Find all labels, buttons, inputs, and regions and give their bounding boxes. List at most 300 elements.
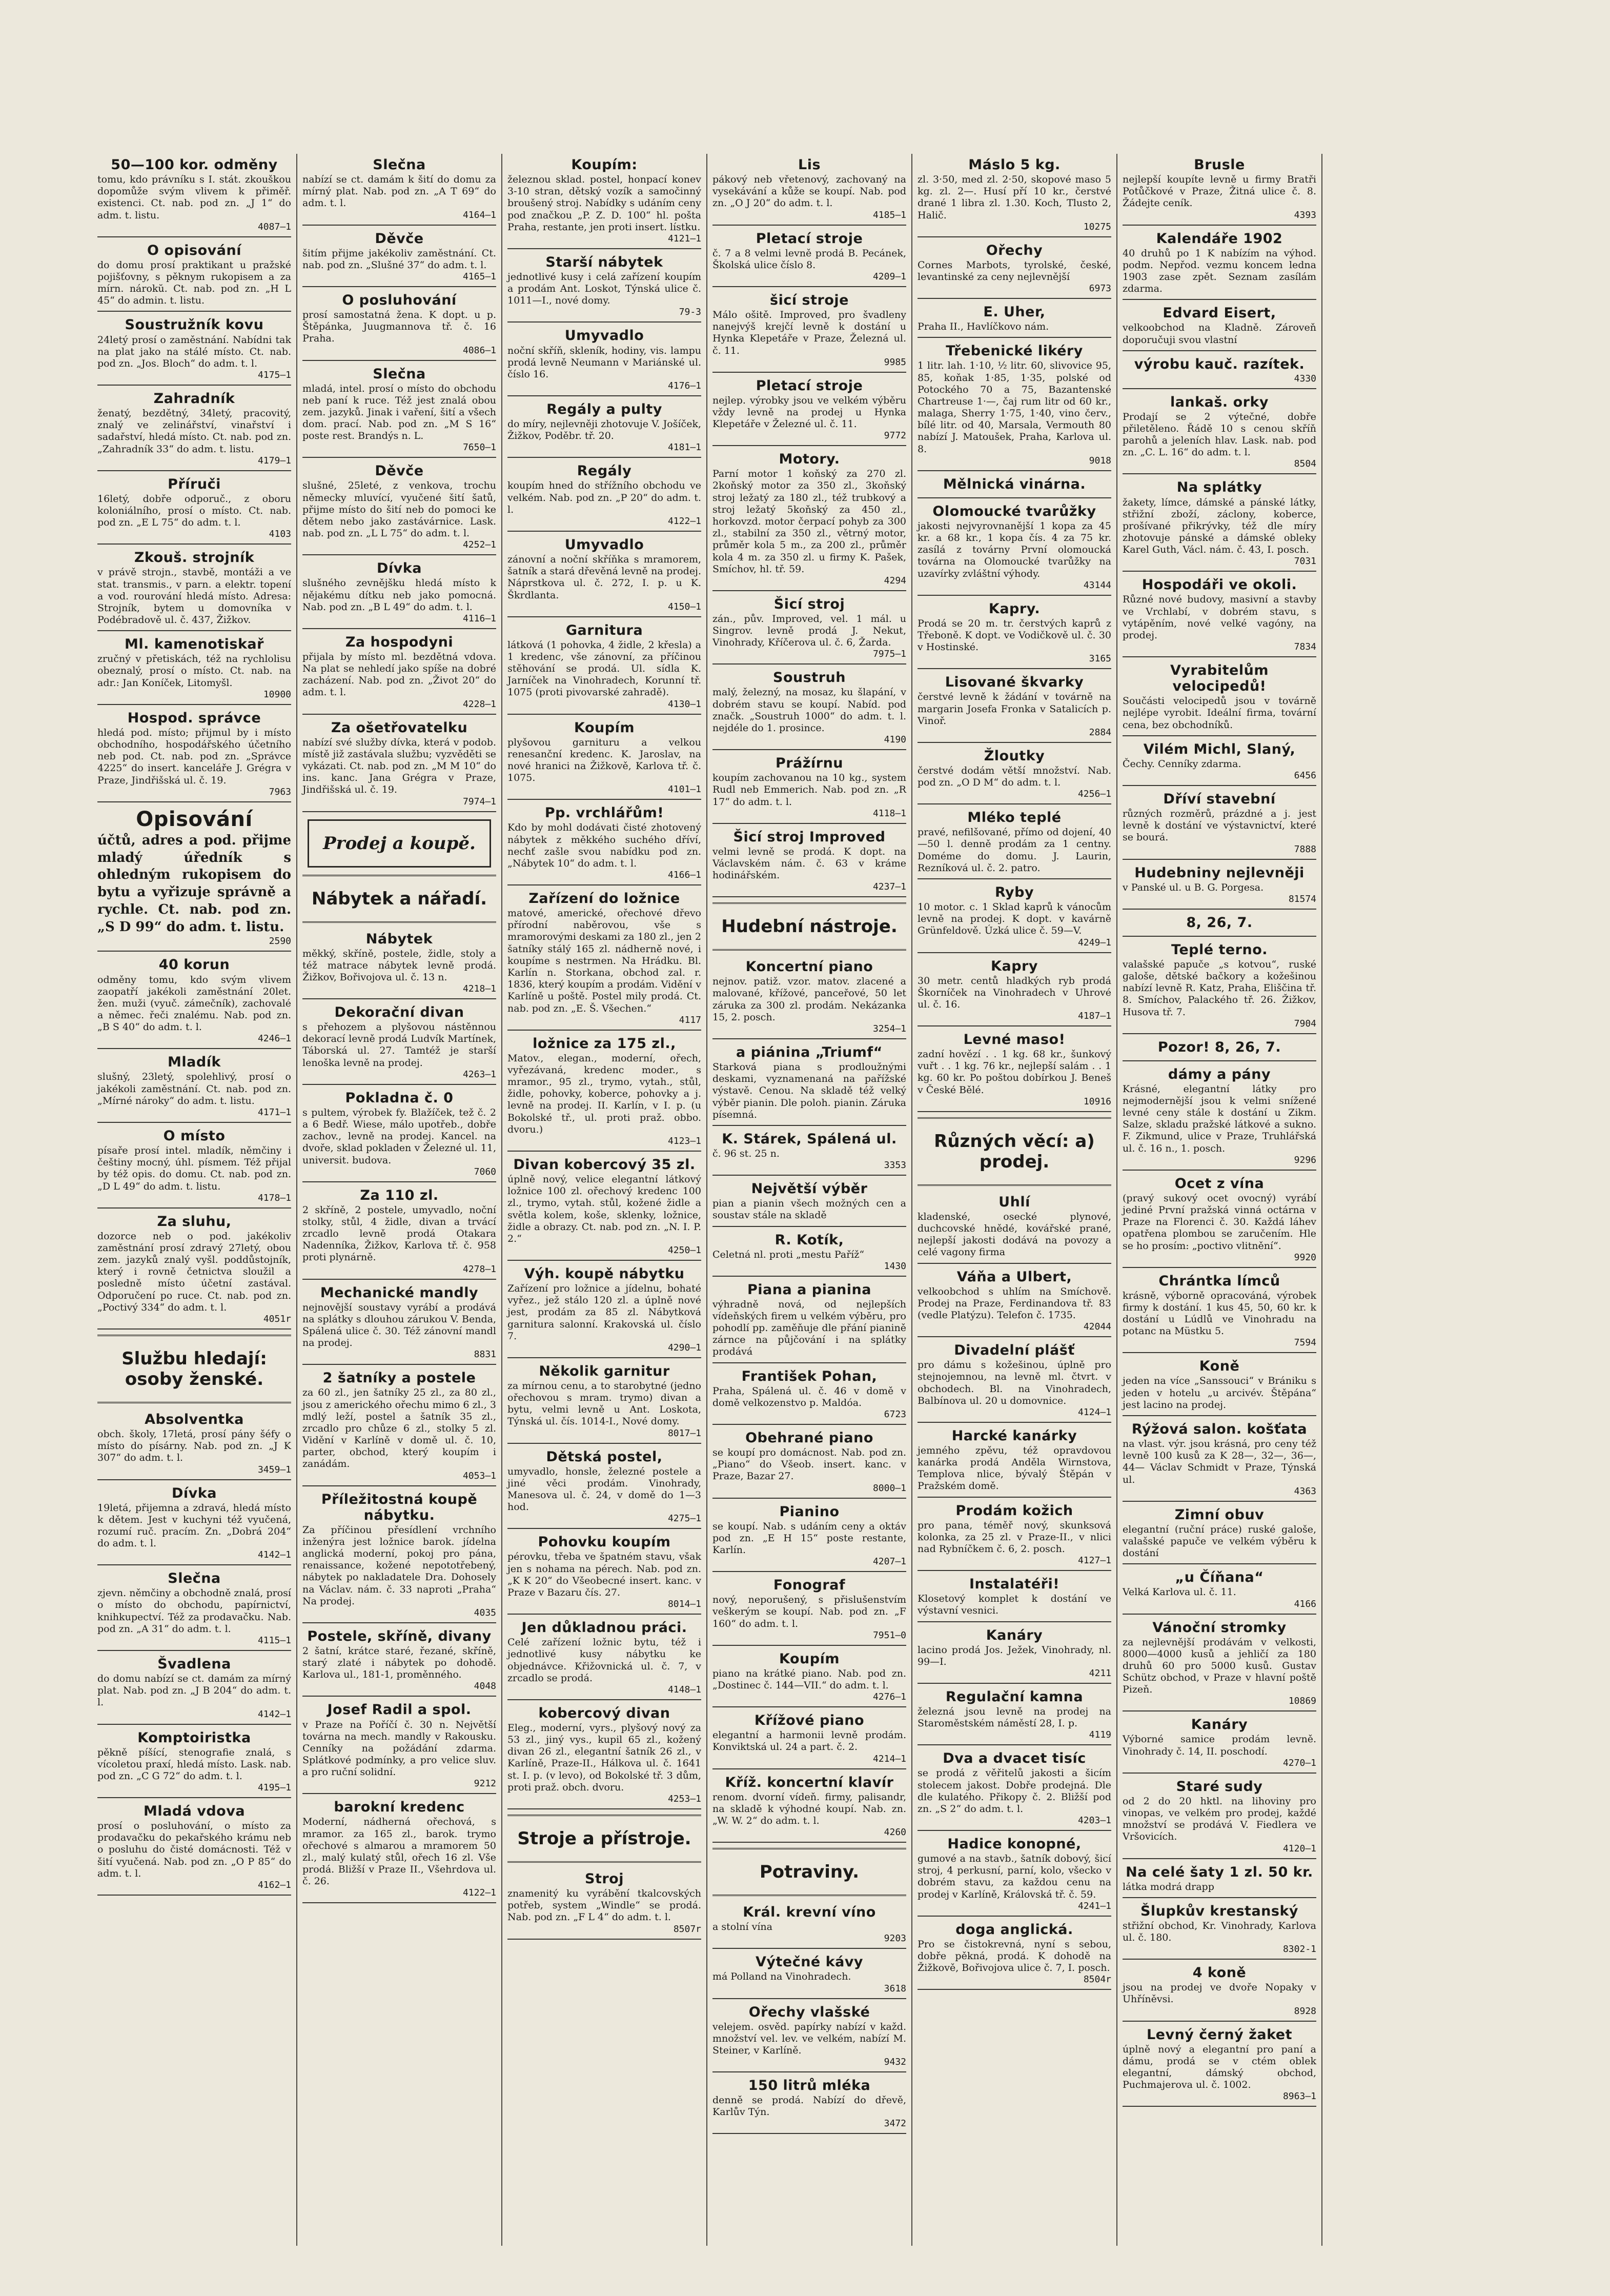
ad-headline: Dětská postel, bbox=[546, 1448, 663, 1465]
ad-body: pěkně píšící, stenografie znalá, s vícoletou praxí, hledá místo. Lask. nab. pod zn. „C G 72“ do adm. t. l. bbox=[97, 1746, 291, 1782]
classified-ad bbox=[712, 1041, 906, 1126]
ad-body: pro dámu s kožešinou, úplně pro stejnojemnou, na levně ml. čtvrt. v obchodech. Bl. na Vinohradech, Balbínova ul. 20 u domovnice. bbox=[918, 1359, 1111, 1406]
ad-code: 4103 bbox=[269, 529, 291, 540]
classified-ad bbox=[507, 717, 701, 800]
ad-body: 16letý, dobře odporuč., z oboru koloniálního, prosí o místo. Ct. nab. pod zn. „E L 75“ do adm. t. l. bbox=[97, 493, 291, 529]
ad-body: piano na krátké piano. Nab. pod zn. „Dostinec č. 144—VII.“ do adm. t. l. bbox=[712, 1667, 906, 1691]
ad-code: 4249—1 bbox=[1077, 937, 1111, 948]
ad-code: 7904 bbox=[1294, 1018, 1316, 1029]
ad-body: prosí o posluhování, o místo za prodavačku do pekařského krámu neb o posluhu do čisté domácnosti. Též v šití vyučená. Nab. pod zn. „O P 85“ do adm. t. l. bbox=[97, 1820, 291, 1879]
ad-body: Zařízení pro ložnice a jídelnu, bohaté vyřez., jež stálo 120 zl. a úplně nové jest, prodám za 85 zl. Nábytková garnitura salonní. Krakovská ul. číslo 7. bbox=[507, 1283, 701, 1342]
ad-headline: výrobu kauč. razítek. bbox=[1134, 356, 1305, 372]
ad-headline: Dekorační divan bbox=[334, 1004, 464, 1021]
ad-body: se koupí. Nab. s udáním ceny a oktáv pod zn. „E H 15“ poste restante, Karlín. bbox=[712, 1520, 906, 1556]
classified-ad bbox=[507, 1263, 701, 1358]
classified-ad bbox=[1123, 738, 1316, 786]
ad-headline: Příležitostná koupě nábytku. bbox=[321, 1491, 478, 1523]
ad-headline: Harcké kanárky bbox=[951, 1427, 1077, 1444]
ad-code: 3254—1 bbox=[872, 1023, 906, 1034]
ad-headline: Komptoiristka bbox=[137, 1729, 251, 1746]
ad-code: 3353 bbox=[884, 1160, 906, 1171]
ad-code: 4176—1 bbox=[667, 380, 701, 392]
ad-body: Celé zařízení ložnic bytu, též i jednotlivé kusy nábytku ke objednávce. Křižovnická ul. č. 7, v zrcadlo se prodá. bbox=[507, 1637, 701, 1684]
ad-code: 81574 bbox=[1288, 893, 1316, 904]
classified-ad bbox=[97, 239, 291, 312]
ad-code: 4275—1 bbox=[667, 1513, 701, 1524]
ad-body: slušné, 25leté, z venkova, trochu německy mluvící, vyučené šití šatů, přijme místo do šití neb do pomoci ke dětem nebo jako zastávárnice. Lask. nab. pod zn. „L L 75“ do adm. t. l. bbox=[302, 480, 496, 539]
ad-code: 4185—1 bbox=[872, 209, 906, 220]
ad-headline: Hospodáři ve okoli. bbox=[1142, 577, 1297, 593]
ad-code: 4118—1 bbox=[872, 808, 906, 819]
ad-code: 4142—1 bbox=[257, 1708, 291, 1720]
ad-code: 43144 bbox=[1083, 579, 1111, 591]
ad-code: 4290—1 bbox=[667, 1342, 701, 1353]
ad-headline: Lis bbox=[798, 157, 821, 173]
ad-body: pian a pianin všech možných cen a soustav stále na skladě bbox=[712, 1198, 906, 1221]
ad-body: mladá, intel. prosí o místo do obchodu neb paní k ruce. Též jest znalá obou zem. jazyků. Jinak i vaření, šití a všech dom. prací. Nab. pod zn. „M S 16“ poste rest. Brandýs n. L. bbox=[302, 382, 496, 442]
ad-body: pérovku, třeba ve špatném stavu, však jen s nohama na pérech. Nab. pod zn. „K K 20“ do Všeobecné insert. kanc. v Praze v Bazaru čís. 27. bbox=[507, 1551, 701, 1598]
ad-code: 4276—1 bbox=[872, 1691, 906, 1703]
ad-headline: Mladík bbox=[168, 1054, 221, 1071]
ad-code: 10916 bbox=[1083, 1096, 1111, 1107]
classified-ad bbox=[507, 1154, 701, 1261]
classified-ad bbox=[712, 1951, 906, 1999]
ad-headline: Dva a dvacet tisíc bbox=[943, 1750, 1086, 1767]
ad-headline: 40 korun bbox=[158, 957, 230, 973]
ad-body: č. 7 a 8 velmi levně prodá B. Pecánek, Školská ulice číslo 8. bbox=[712, 247, 906, 271]
ad-code: 8504 bbox=[1294, 458, 1316, 470]
ad-headline: Váňa a Ulbert, bbox=[956, 1268, 1072, 1285]
classified-ad bbox=[97, 1211, 291, 1330]
ad-code: 4181—1 bbox=[667, 442, 701, 453]
classified-ad bbox=[712, 154, 906, 226]
classified-ad bbox=[712, 1365, 906, 1425]
ad-body: jemného zpěvu, též opravdovou kanárka prodá Anděla Wirnstova, Templova nlice, bývalý Štěpán v Pražském domě. bbox=[918, 1444, 1111, 1492]
ad-code: 9432 bbox=[884, 2057, 906, 2068]
ad-code: 4263—1 bbox=[462, 1069, 496, 1080]
ad-body: zán., pův. Improved, vel. 1 mál. u Singrov. levně prodá J. Nekut, Vinohrady, Kříčerova ul. č. 6, Žarda. bbox=[712, 613, 906, 649]
ad-body: 2 skříně, 2 postele, umyvadlo, noční stolky, stůl, 4 židle, divan a trvácí zrcadlo levně prodá Otakara Nadenníka, Žižkov, Karlova tř. č. 958 proti plynárně. bbox=[302, 1204, 496, 1263]
ad-code: 4162—1 bbox=[257, 1880, 291, 1890]
classified-ad bbox=[302, 460, 496, 555]
ad-code: 4048 bbox=[474, 1681, 496, 1692]
ad-headline: doga anglická. bbox=[955, 1921, 1073, 1938]
ad-headline: Dívka bbox=[172, 1485, 217, 1501]
ad-headline: O opisování bbox=[147, 242, 241, 258]
ad-body: Čechy. Cenníky zdarma. bbox=[1123, 758, 1241, 770]
ad-headline: Nábytek bbox=[365, 931, 433, 947]
classified-ad bbox=[1123, 1776, 1316, 1859]
classified-ad bbox=[1123, 1617, 1316, 1712]
ad-code: 4117 bbox=[679, 1014, 701, 1025]
ad-headline: Kapry. bbox=[988, 600, 1041, 617]
classified-ad bbox=[712, 1279, 906, 1363]
ad-body: do domu prosí praktikant u pražské pojišťovny, s pěknym rukopisem a za mírn. nárokŭ. Ct. nab. pod zn. „H L 45“ do admin. t. listu. bbox=[97, 259, 291, 307]
classified-ad bbox=[97, 547, 291, 631]
ad-body: znamenitý ku vyrábění tkalcovských potřeb, system „Windle“ se prodá. Nab. pod zn. „F L 4“ do adm. t. l. bbox=[507, 1887, 701, 1923]
ad-body: šitím přijme jakékoliv zaměstnání. Ct. nab. pod zn. „Slušné 37“ do adm. t. l. bbox=[302, 247, 496, 271]
ad-code: 3165 bbox=[1089, 653, 1111, 664]
classified-ad bbox=[97, 473, 291, 545]
ad-headline: Divadelní plášť bbox=[954, 1342, 1075, 1359]
ad-headline: Levné maso! bbox=[963, 1032, 1066, 1048]
classified-ad bbox=[97, 804, 291, 952]
classified-ad bbox=[302, 154, 496, 226]
ad-code: 4035 bbox=[474, 1607, 496, 1618]
ad-body: Klosetový komplet k dostání ve výstavní vesnici. bbox=[918, 1593, 1111, 1617]
classified-ad bbox=[1123, 2024, 1316, 2107]
ad-headline: Největší výběr bbox=[751, 1181, 868, 1197]
classified-ad bbox=[302, 928, 496, 1000]
classified-ad bbox=[1123, 1861, 1316, 1898]
ad-headline: Pletací stroje bbox=[756, 230, 863, 247]
ad-headline: Motory. bbox=[779, 451, 840, 468]
ad-headline: Mladá vdova bbox=[143, 1803, 246, 1820]
ad-body: elegantní a harmonii levně prodám. Konviktská ul. 24 a part. č. 2. bbox=[712, 1729, 906, 1753]
ad-code: 4246—1 bbox=[257, 1033, 291, 1044]
ad-code: 10900 bbox=[263, 689, 291, 700]
ad-headline: Vilém Michl, Slaný, bbox=[1143, 741, 1296, 757]
ad-code: 4179—1 bbox=[257, 455, 291, 466]
ad-code: 2884 bbox=[1089, 727, 1111, 738]
ad-body: gumové a na stavb., šatník dobový, šicí stroj, 4 perkusní, parní, kolo, všecko v dobrém stavu, za každou cenu na prodej v Karlíně, Královská tř. č. 59. bbox=[918, 1853, 1111, 1900]
ad-code: 4086—1 bbox=[462, 345, 496, 356]
ad-code: 4124—1 bbox=[1077, 1406, 1111, 1418]
ad-code: 4166—1 bbox=[667, 870, 701, 881]
ad-body: matové, americké, ořechové dřevo přírodní naběrovou, vše s mramorovými deskami za 180 zl., jen 2 šatníky stálý 165 zl. nádherně nové, i koupíme s nestrmen. Na Hrádku. Bl. Karlín n. Storkana, obchod zal. r. 1836, který koupím a prodám. Vidění v Karlíně u poště. Postel mily prodá. Ct. nab. pod zn. „E. Š. Všechen.“ bbox=[507, 908, 701, 1014]
ad-body: nejlep. výrobky jsou ve velkém výběru vždy levně na prodej u Hynka Klepetáře v Železné ul. č. 11. bbox=[712, 394, 906, 430]
ad-headline: šicí stroje bbox=[770, 292, 849, 308]
classified-ad bbox=[507, 888, 701, 1031]
classified-ad bbox=[97, 1408, 291, 1480]
ad-headline: Brusle bbox=[1194, 157, 1245, 173]
ad-body: velmi levně se prodá. K dopt. na Václavském nám. č. 63 v kráme hodinářském. bbox=[712, 845, 906, 881]
ad-headline: Garnitura bbox=[565, 622, 643, 638]
ad-body: v Praze na Poříčí č. 30 n. Největší továrna na mech. mandly v Rakousku. Cenníky na požádání zdarma. Splátkové podmínky, a pro velice sluv. a pro ruční solidní. bbox=[302, 1719, 496, 1778]
ad-headline: Pletací stroje bbox=[756, 377, 863, 394]
classified-ad bbox=[712, 593, 906, 665]
ad-code: 4294 bbox=[884, 575, 906, 586]
classified-ad bbox=[918, 1573, 1111, 1622]
ad-body: jeden na více „Sanssouci“ v Brániku s jeden v hotelu „u arcivév. Štěpána“ jest lacino na prodej. bbox=[1123, 1375, 1316, 1411]
classified-ad bbox=[97, 633, 291, 705]
classified-ad bbox=[507, 1702, 701, 1809]
ad-headline: Zařízení do ložnice bbox=[528, 891, 680, 907]
ad-body: dozorce neb o pod. jakékoliv zaměstnání prosí zdravý 27letý, obou zem. jazyků znalý vyšl. poddůstojník, který i rovně četnictva sloužil a posledně místo účetní zastával. Odporučení po ruce. Ct. nab. pod zn. „Poctivý 334“ do adm. t. l. bbox=[97, 1230, 291, 1313]
column-1 bbox=[92, 154, 297, 2246]
ad-code: 4115—1 bbox=[257, 1635, 291, 1646]
ad-headline: Koupím bbox=[779, 1650, 840, 1667]
ad-headline: Švadlena bbox=[157, 1656, 231, 1672]
ad-headline: Staré sudy bbox=[1176, 1778, 1263, 1795]
ad-body: 19letá, přijemna a zdravá, hledá místo k dětem. Jest v kuchyni též vyučená, rozumí ruč. pracím. Zn. „Dobrá 204“ do adm. t. l. bbox=[97, 1502, 291, 1549]
ad-headline: Vyrabitelům velocipedů! bbox=[1170, 662, 1269, 695]
ad-body: měkký, skříně, postele, židle, stoly a též matrace nábytek levně prodá. Žižkov, Bořivojova ul. č. 13 n. bbox=[302, 948, 496, 983]
ad-headline: Pokladna č. 0 bbox=[345, 1090, 454, 1106]
ad-body: Výborné samice prodám levně. Vinohrady č. 14, II. poschodí. bbox=[1123, 1734, 1316, 1757]
ad-headline: Edvard Eisert, bbox=[1163, 305, 1276, 321]
ad-headline: Mléko teplé bbox=[967, 810, 1062, 826]
ad-headline: Josef Radil a spol. bbox=[327, 1702, 472, 1718]
ad-body: Eleg., moderní, vyrs., plyšový nový za 53 zl., jiný vys., kupil 65 zl., kožený divan 26 zl., elegantní šatník 26 zl., v Karlíně, Praze-II., Hálkova ul. č. 1641 st. I. p. (v levo), od Bokolské tř. 3 dům, proti praž. obch. dvoru. bbox=[507, 1722, 701, 1793]
classified-ad bbox=[97, 1051, 291, 1123]
ad-headline: O místo bbox=[163, 1127, 226, 1144]
ad-headline: Zahradník bbox=[153, 391, 235, 407]
classified-ad bbox=[97, 954, 291, 1049]
classified-ad bbox=[918, 1624, 1111, 1684]
ad-headline: barokní kredenc bbox=[334, 1799, 465, 1816]
ad-code: 7031 bbox=[1294, 556, 1316, 567]
classified-ad bbox=[918, 671, 1111, 743]
classified-ad bbox=[918, 1029, 1111, 1112]
ad-body: zjevn. němčiny a obchodně znalá, prosí o místo do obchodu, papírnictví, knihkupectví. Též za prodavačku. Nab. pod zn. „A 31“ do adm. t. l. bbox=[97, 1587, 291, 1635]
ad-body: plyšovou garnituru a velkou renesanční kredenc. K. Jaroslav, na nové hranici na Žižkově, Karlova tř. č. 1075. bbox=[507, 736, 701, 784]
ad-body: v právě strojn., stavbě, montáži a ve stat. transmis., v parn. a elektr. topení a vod. rourování hledá místo. Adresa: Strojník, bytem u domovníka v Podébradově ul. č. 437, Žižkov. bbox=[97, 567, 291, 626]
classified-ad bbox=[507, 325, 701, 396]
ad-body: 30 metr. centů hladkých ryb prodá Škorníček na Vinohradech v Uhrové ul. č. 16. bbox=[918, 975, 1111, 1010]
classified-ad bbox=[1123, 476, 1316, 572]
ad-body: nejnov. patiž. vzor. matov. zlacené a malované, křížové, panceřové, 50 let záruka za 300 zl. prodám. Nekázanka 15, 2. posch. bbox=[712, 976, 906, 1023]
classified-ad bbox=[1123, 1714, 1316, 1773]
ad-body: látka modrá drapp bbox=[1123, 1881, 1214, 1892]
ad-body: Prodá se 20 m. tr. čerstvých kaprů z Třeboně. K dopt. ve Vodičkově ul. č. 30 v Hostinské. bbox=[918, 617, 1111, 653]
ad-body: pravé, nefilšované, přímo od dojení, 40—50 l. denně prodám za 1 centny. Doméme do domu. J. Laurin, Rezníková ul. č. 2. patro. bbox=[918, 827, 1111, 874]
ad-headline: Regály bbox=[577, 463, 632, 479]
section-heading: Různých věcí: a) prodej. bbox=[918, 1117, 1111, 1186]
ad-code: 4130—1 bbox=[667, 698, 701, 710]
ad-code: 4330 bbox=[1294, 373, 1316, 384]
classified-ad bbox=[918, 154, 1111, 237]
ad-headline: Fonograf bbox=[773, 1577, 846, 1594]
classified-ad bbox=[1123, 1173, 1316, 1268]
ad-body: od 2 do 20 hktl. na lihoviny pro vinopas, ve velkém pro prodej, každé množství se prodává V. Fiedlera ve Vršovicích. bbox=[1123, 1795, 1316, 1843]
ad-body: úplně nový a elegantní pro paní a dámu, prodá se v ctém oblek elegantní, dámský obchod, Puchmajerova ul. č. 1002. bbox=[1123, 2043, 1316, 2091]
classified-ad bbox=[1123, 1418, 1316, 1502]
ad-code: 2590 bbox=[269, 936, 291, 947]
classified-ad bbox=[918, 598, 1111, 670]
classified-ad bbox=[507, 154, 701, 249]
classified-ad bbox=[302, 717, 496, 812]
ad-headline: Ořechy bbox=[986, 242, 1043, 258]
ad-body: tomu, kdo právníku s I. stát. zkouškou dopomůže svým vlivem k přiměř. existenci. Ct. nab. pod zn. „J 1“ do adm. t. listu. bbox=[97, 174, 291, 221]
ad-body: renom. dvorní vídeň. firmy, palisandr, na skladě k výhodné koupí. Nab. zn. „W. W. 2“ do adm. t. l. bbox=[712, 1791, 906, 1826]
ad-code: 6973 bbox=[1089, 283, 1111, 294]
ad-body: za nejlevnější prodávám v velkosti, 8000—4000 kusů a jehličí za 180 druhů 60 pro 5000 kusů. Gustav Schütz obchod, v Praze v hlavní poště Pizeň. bbox=[1123, 1636, 1316, 1696]
classified-ad bbox=[302, 1796, 496, 1903]
ad-headline: Levný černý žaket bbox=[1146, 2026, 1293, 2043]
ad-headline: Na celé šaty 1 zl. 50 kr. bbox=[1126, 1864, 1313, 1880]
ad-body: železnou sklad. postel, honpací konev 3-10 stran, dětský vozík a samočinný broušený stroj. Nabídky s udáním ceny pod značkou „P. Z. D. 100“ hl. pošta Praha, restante, jen proti insert. lístku. bbox=[507, 174, 701, 233]
ad-body: Součásti velocipedů jsou v továrně nejlépe vyrobit. Ideální firma, tovární cena, bez obchodníků. bbox=[1123, 695, 1316, 731]
ad-code: 9203 bbox=[884, 1933, 906, 1944]
ad-body: velejem. osvěd. papírky nabízí v každ. množství vel. lev. ve velkém, nabízí M. Steiner, v Karlíně. bbox=[712, 2021, 906, 2056]
ad-body: v Panské ul. u B. G. Porgesa. bbox=[1123, 881, 1264, 893]
ad-body: zánovní a noční skříňka s mramorem, šatník a stará dřevěná levně na prodej. Náprstkova ul. č. 272, I. p. u K. Škrdlanta. bbox=[507, 554, 701, 601]
ad-headline: 8, 26, 7. bbox=[1186, 914, 1253, 931]
section-heading: Potraviny. bbox=[712, 1848, 906, 1896]
ad-code: 4209—1 bbox=[872, 271, 906, 282]
classified-ad bbox=[1123, 1900, 1316, 1960]
classified-ad bbox=[918, 1266, 1111, 1338]
ad-body: Starková piana s prodloužnými deskami, vyznamenaná na pařížské výstavě. Cenou. Na skladě též velký výběr pianin. Dle poloh. pianin. Záruka písemná. bbox=[712, 1061, 906, 1120]
section-heading: Službu hledají: osoby ženské. bbox=[97, 1335, 291, 1403]
ad-body: Cornes Marbots, tyrolské, české, levantinské za ceny nejlevnější bbox=[918, 259, 1111, 283]
ad-code: 4241—1 bbox=[1077, 1900, 1111, 1911]
classified-ad bbox=[1123, 228, 1316, 300]
ad-code: 4122—1 bbox=[462, 1887, 496, 1899]
classified-ad bbox=[302, 363, 496, 458]
classified-ad bbox=[1123, 788, 1316, 860]
ad-headline: Šicí stroj Improved bbox=[733, 829, 886, 845]
ad-code: 4195—1 bbox=[257, 1782, 291, 1794]
ad-body: účtů, adres a pod. přijme mladý úředník s ohledným rukopisem do bytu a vyřizuje správně a rychle. Ct. nab. pod zn. „S D 99“ do adm. t. listu. bbox=[97, 832, 291, 935]
ad-body: nabízí své služby dívka, která v podob. místě již zastávala službu; vyzvěděti se vykázati. Ct. nab. pod zn. „M M 10“ do ins. kanc. Jana Grégra v Praze, Jindřišská ul. č. 19. bbox=[302, 736, 496, 796]
ad-body: Pro se čistokrevná, nyní s sebou, dobře pěkná, prodá. K dohodě na Žižkově, Bořivojova ulice č. 7, I. posch. bbox=[918, 1938, 1111, 1974]
ad-body: Parní motor 1 koňský za 270 zl. 2koňský motor za 350 zl., 3koňský stroj ležatý za 180 zl., též trubkový a stroj ležatý 5koňský za 450 zl., horkovzd. motor čerpací pohyb za 300 zl., stabilní za 350 zl., větrný motor, průměr kola 5 m., za 200 zl., průměr kola 4 m. za 350 zl. u firmy K. Pašek, Smíchov, hl. tř. 59. bbox=[712, 468, 906, 575]
ad-body: kladenské, osecké plynové, duchcovské hnědé, kovářské prané, nejlepší jakosti dodává na povozy a celé vagony firma bbox=[918, 1211, 1111, 1258]
ad-headline: Kříž. koncertní klavír bbox=[725, 1774, 894, 1790]
ad-code: 4207—1 bbox=[872, 1556, 906, 1567]
classified-ad bbox=[918, 745, 1111, 804]
ad-headline: Koupím bbox=[574, 719, 635, 736]
ad-code: 8507r bbox=[673, 1923, 701, 1935]
classified-ad bbox=[97, 1482, 291, 1566]
column-5 bbox=[912, 154, 1117, 2246]
classified-ad bbox=[97, 707, 291, 802]
ad-headline: Umyvadlo bbox=[564, 536, 644, 553]
ad-headline: Pianino bbox=[779, 1503, 840, 1520]
classified-ad bbox=[712, 289, 906, 373]
ad-headline: František Pohan, bbox=[741, 1368, 878, 1384]
ad-code: 4256—1 bbox=[1077, 789, 1111, 800]
ad-headline: Hospod. správce bbox=[127, 710, 261, 726]
ad-body: čerstvé dodám větší množství. Nab. pod zn. „O D M“ do adm. t. l. bbox=[918, 764, 1111, 789]
ad-code: 4178—1 bbox=[257, 1192, 291, 1203]
ad-headline: Za 110 zl. bbox=[360, 1187, 439, 1203]
ad-body: zl. 3·50, med zl. 2·50, skopové maso 5 kg. zl. 2—. Husí pří 10 kr., čerstvé drané 1 libra zl. 1.30. Koch, Tlusto 2, Halič. bbox=[918, 174, 1111, 221]
ad-body: pákový neb vřetenový, zachovaný na vysekávání a kůže se koupí. Nab. pod zn. „O J 20“ do adm. t. l. bbox=[712, 174, 906, 209]
ad-headline: Hadice konopné, bbox=[947, 1836, 1082, 1852]
classified-ad bbox=[918, 473, 1111, 498]
classified-ad bbox=[712, 375, 906, 447]
classified-ad bbox=[918, 1833, 1111, 1917]
column-6 bbox=[1117, 154, 1322, 2246]
classified-ad bbox=[1123, 862, 1316, 910]
section-heading: Nábytek a nářadí. bbox=[302, 875, 496, 923]
ad-headline: Pp. vrchlářům! bbox=[544, 805, 664, 821]
ad-body: látková (1 pohovka, 4 židle, 2 křesla) a 1 kredenc, vše zánovní, za příčinou stěhování se prodá. Ul. sídla K. Jarníček na Vinohradech, Korunní tř. 1075 (proti pivovarské zahradě). bbox=[507, 639, 701, 698]
classified-ad bbox=[1123, 912, 1316, 937]
classified-ad bbox=[302, 1699, 496, 1794]
ad-headline: Třebenické likéry bbox=[946, 343, 1083, 359]
classified-ad bbox=[918, 955, 1111, 1027]
ad-headline: Stroj bbox=[585, 1870, 624, 1887]
ad-headline: Ořechy vlašské bbox=[748, 2004, 870, 2020]
classified-ad bbox=[712, 2075, 906, 2134]
classified-ad bbox=[918, 1747, 1111, 1831]
ad-headline: Koupím: bbox=[571, 157, 638, 173]
classified-ad bbox=[1123, 939, 1316, 1034]
classified-ad bbox=[712, 1501, 906, 1573]
ad-body: má Polland na Vinohradech. bbox=[712, 1971, 851, 1983]
ad-code: 4175—1 bbox=[257, 370, 291, 381]
ad-code: 4218—1 bbox=[462, 983, 496, 995]
ad-headline: Jen důkladnou práci. bbox=[521, 1620, 687, 1636]
ad-body: odměny tomu, kdo svým vlivem zaopatří jakékoli zaměstnání 20let. žen. muži (vyuč. zámečník), zachovalé a němec. řeči znalému. Nab. pod zn. „B S 40“ do adm. t. l. bbox=[97, 974, 291, 1033]
ad-headline: Příruči bbox=[168, 476, 221, 492]
ad-body: nejlepší koupíte levně u firmy Bratři Potůčkové v Praze, Žitná ulice č. 8. Žádejte ceník. bbox=[1123, 174, 1316, 209]
classified-ad bbox=[507, 1033, 701, 1152]
classified-ad bbox=[507, 1868, 701, 1940]
ad-code: 4087—1 bbox=[257, 221, 291, 232]
ad-headline: Na splátky bbox=[1176, 479, 1262, 496]
ad-headline: Ml. kamenotiskař bbox=[125, 636, 264, 653]
ad-body: na vlast. výr. jsou krásná, pro ceny též levně 100 kusů za K 28—, 32—, 36—, 44— Václav Schmidt v Praze, Týnská ul. bbox=[1123, 1438, 1316, 1485]
ad-body: Praha II., Havlíčkovo nám. bbox=[918, 321, 1049, 333]
ad-code: 8831 bbox=[474, 1349, 496, 1360]
ad-headline: Slečna bbox=[168, 1570, 221, 1587]
ad-headline: Soustruh bbox=[773, 670, 846, 686]
classified-ad bbox=[97, 314, 291, 386]
classified-ad bbox=[507, 1617, 701, 1700]
ad-code: 8302-1 bbox=[1282, 1944, 1316, 1955]
ad-code: 4278—1 bbox=[462, 1263, 496, 1275]
classified-ad bbox=[1123, 1270, 1316, 1354]
ad-code: 3618 bbox=[884, 1983, 906, 1994]
ad-body: zručný v přetiskách, též na rychlolisu obeznalý, prosí o místo. Ct. nab. na adr.: Jan Koníček, Litomyšl. bbox=[97, 653, 291, 689]
classified-ad bbox=[97, 154, 291, 237]
ad-body: valašské papuče „s kotvou“, ruské galoše, dětské bačkory a kožešinou nabízí levně R. Katz, Praha, Eliščina tř. 8. Smíchov, Palackého tř. 26. Žižkov, Husova tř. 7. bbox=[1123, 958, 1316, 1018]
classified-ad bbox=[302, 289, 496, 361]
column-4 bbox=[707, 154, 912, 2246]
ad-body: Krásné, elegantní látky pro nejmodernější jsou k velmi snížené levné ceny stále k dostání u Zikm. Salze, skladu pražské látkové a sukno. F. Zikmund, ulice v Praze, Truhlářská ul. č. 16 n., 1. posch. bbox=[1123, 1083, 1316, 1154]
ad-code: 7974—1 bbox=[462, 796, 496, 807]
ad-headline: Král. krevní víno bbox=[743, 1904, 876, 1921]
ad-body: Prodají se 2 výtečné, dobře přiletěleno. Řádě 10 s cenou skříň parohů a jeleních hlav. Lask. nab. pod zn. „C. L. 16“ do adm. t. l. bbox=[1123, 411, 1316, 458]
ad-headline: 150 litrů mléka bbox=[748, 2078, 871, 2094]
classified-ad bbox=[97, 1653, 291, 1725]
ad-body: hledá pod. místo; přijmul by i místo obchodního, hospodářského účetního neb pod. Ct. nab. pod zn. „Správce 4225“ do insert. kanceláře J. Grégra v Praze, Jindřišská ul. č. 19. bbox=[97, 727, 291, 786]
ad-body: Různé nové budovy, masivní a stavby ve Vrchlabí, v dobrém stavu, s vytápěním, nové velké vagóny, na prodej. bbox=[1123, 594, 1316, 641]
ad-headline: a piánina „Triumf“ bbox=[736, 1044, 883, 1060]
ad-body: obch. školy, 17letá, prosí pány šéfy o místo do písárny. Nab. pod zn. „J K 307“ do adm. t. l. bbox=[97, 1428, 291, 1464]
ad-code: 6723 bbox=[884, 1409, 906, 1420]
ad-body: slušného zevnějšku hledá místo k nějakému dítku neb jako pomocná. Nab. pod zn. „B L 49“ do adm. t. l. bbox=[302, 577, 496, 613]
ad-body: krásně, výborně opracováná, výrobek firmy k dostání. 1 kus 45, 50, 60 kr. k dostání u Lúdlů ve Vinohradu na potanc na Müstku 5. bbox=[1123, 1290, 1316, 1337]
ad-body: Moderní, nádherná ořechová, s mramor. za 165 zl., barok. trymo ořechové s almarou a mramorem 50 zl., malý kulatý stůl, ořech 16 zl. Vše prodá. Bližší v Praze II., Všehrdova ul. č. 26. bbox=[302, 1816, 496, 1887]
ad-code: 8014—1 bbox=[667, 1599, 701, 1610]
ad-headline: Slečna bbox=[373, 157, 426, 173]
classified-ad bbox=[302, 631, 496, 715]
ad-headline: „u Číňana“ bbox=[1175, 1569, 1264, 1586]
ad-body: jakosti nejvyrovnanější 1 kopa za 45 kr. a 68 kr., 1 kopa čís. 4 za 75 kr. zasílá z továrny První olomoucká továrna na Olomoucké tvarůžky na uzavírky zvláštní výhody. bbox=[918, 520, 1111, 579]
classified-ad bbox=[918, 1339, 1111, 1423]
ad-code: 4228—1 bbox=[462, 698, 496, 710]
classified-ad bbox=[507, 251, 701, 323]
ad-body: čerstvé levně k žádání v továrně na margarin Josefa Fronka v Satalicích p. Vinoř. bbox=[918, 691, 1111, 727]
classified-ad bbox=[712, 228, 906, 287]
classified-ad bbox=[712, 956, 906, 1039]
classified-ad bbox=[302, 1282, 496, 1365]
ad-body: Za příčinou přesídlení vrchního inženýra jest ložnice barok. jídelna anglická moderní, pokoj pro pána, renaissance, kožené nepototřebený, nábytek po nakladatele Dra. Dohosely na Václav. nám. č. 33 naproti „Praha“ Na prodej. bbox=[302, 1524, 496, 1607]
classified-ad bbox=[97, 388, 291, 471]
classified-ad bbox=[302, 1001, 496, 1085]
ad-code: 9920 bbox=[1294, 1252, 1316, 1263]
ad-body: žakety, límce, dámské a pánské látky, střižní zboží, záclony, koberce, prošívané přikrývky, též dle míry zhotovuje pánské a dámské obleky Karel Guth, Václ. nám. č. 43, I. posch. bbox=[1123, 496, 1316, 556]
ad-code: 4250—1 bbox=[667, 1245, 701, 1256]
ad-code: 3472 bbox=[884, 2118, 906, 2129]
ad-headline: Mechanické mandly bbox=[320, 1284, 479, 1301]
